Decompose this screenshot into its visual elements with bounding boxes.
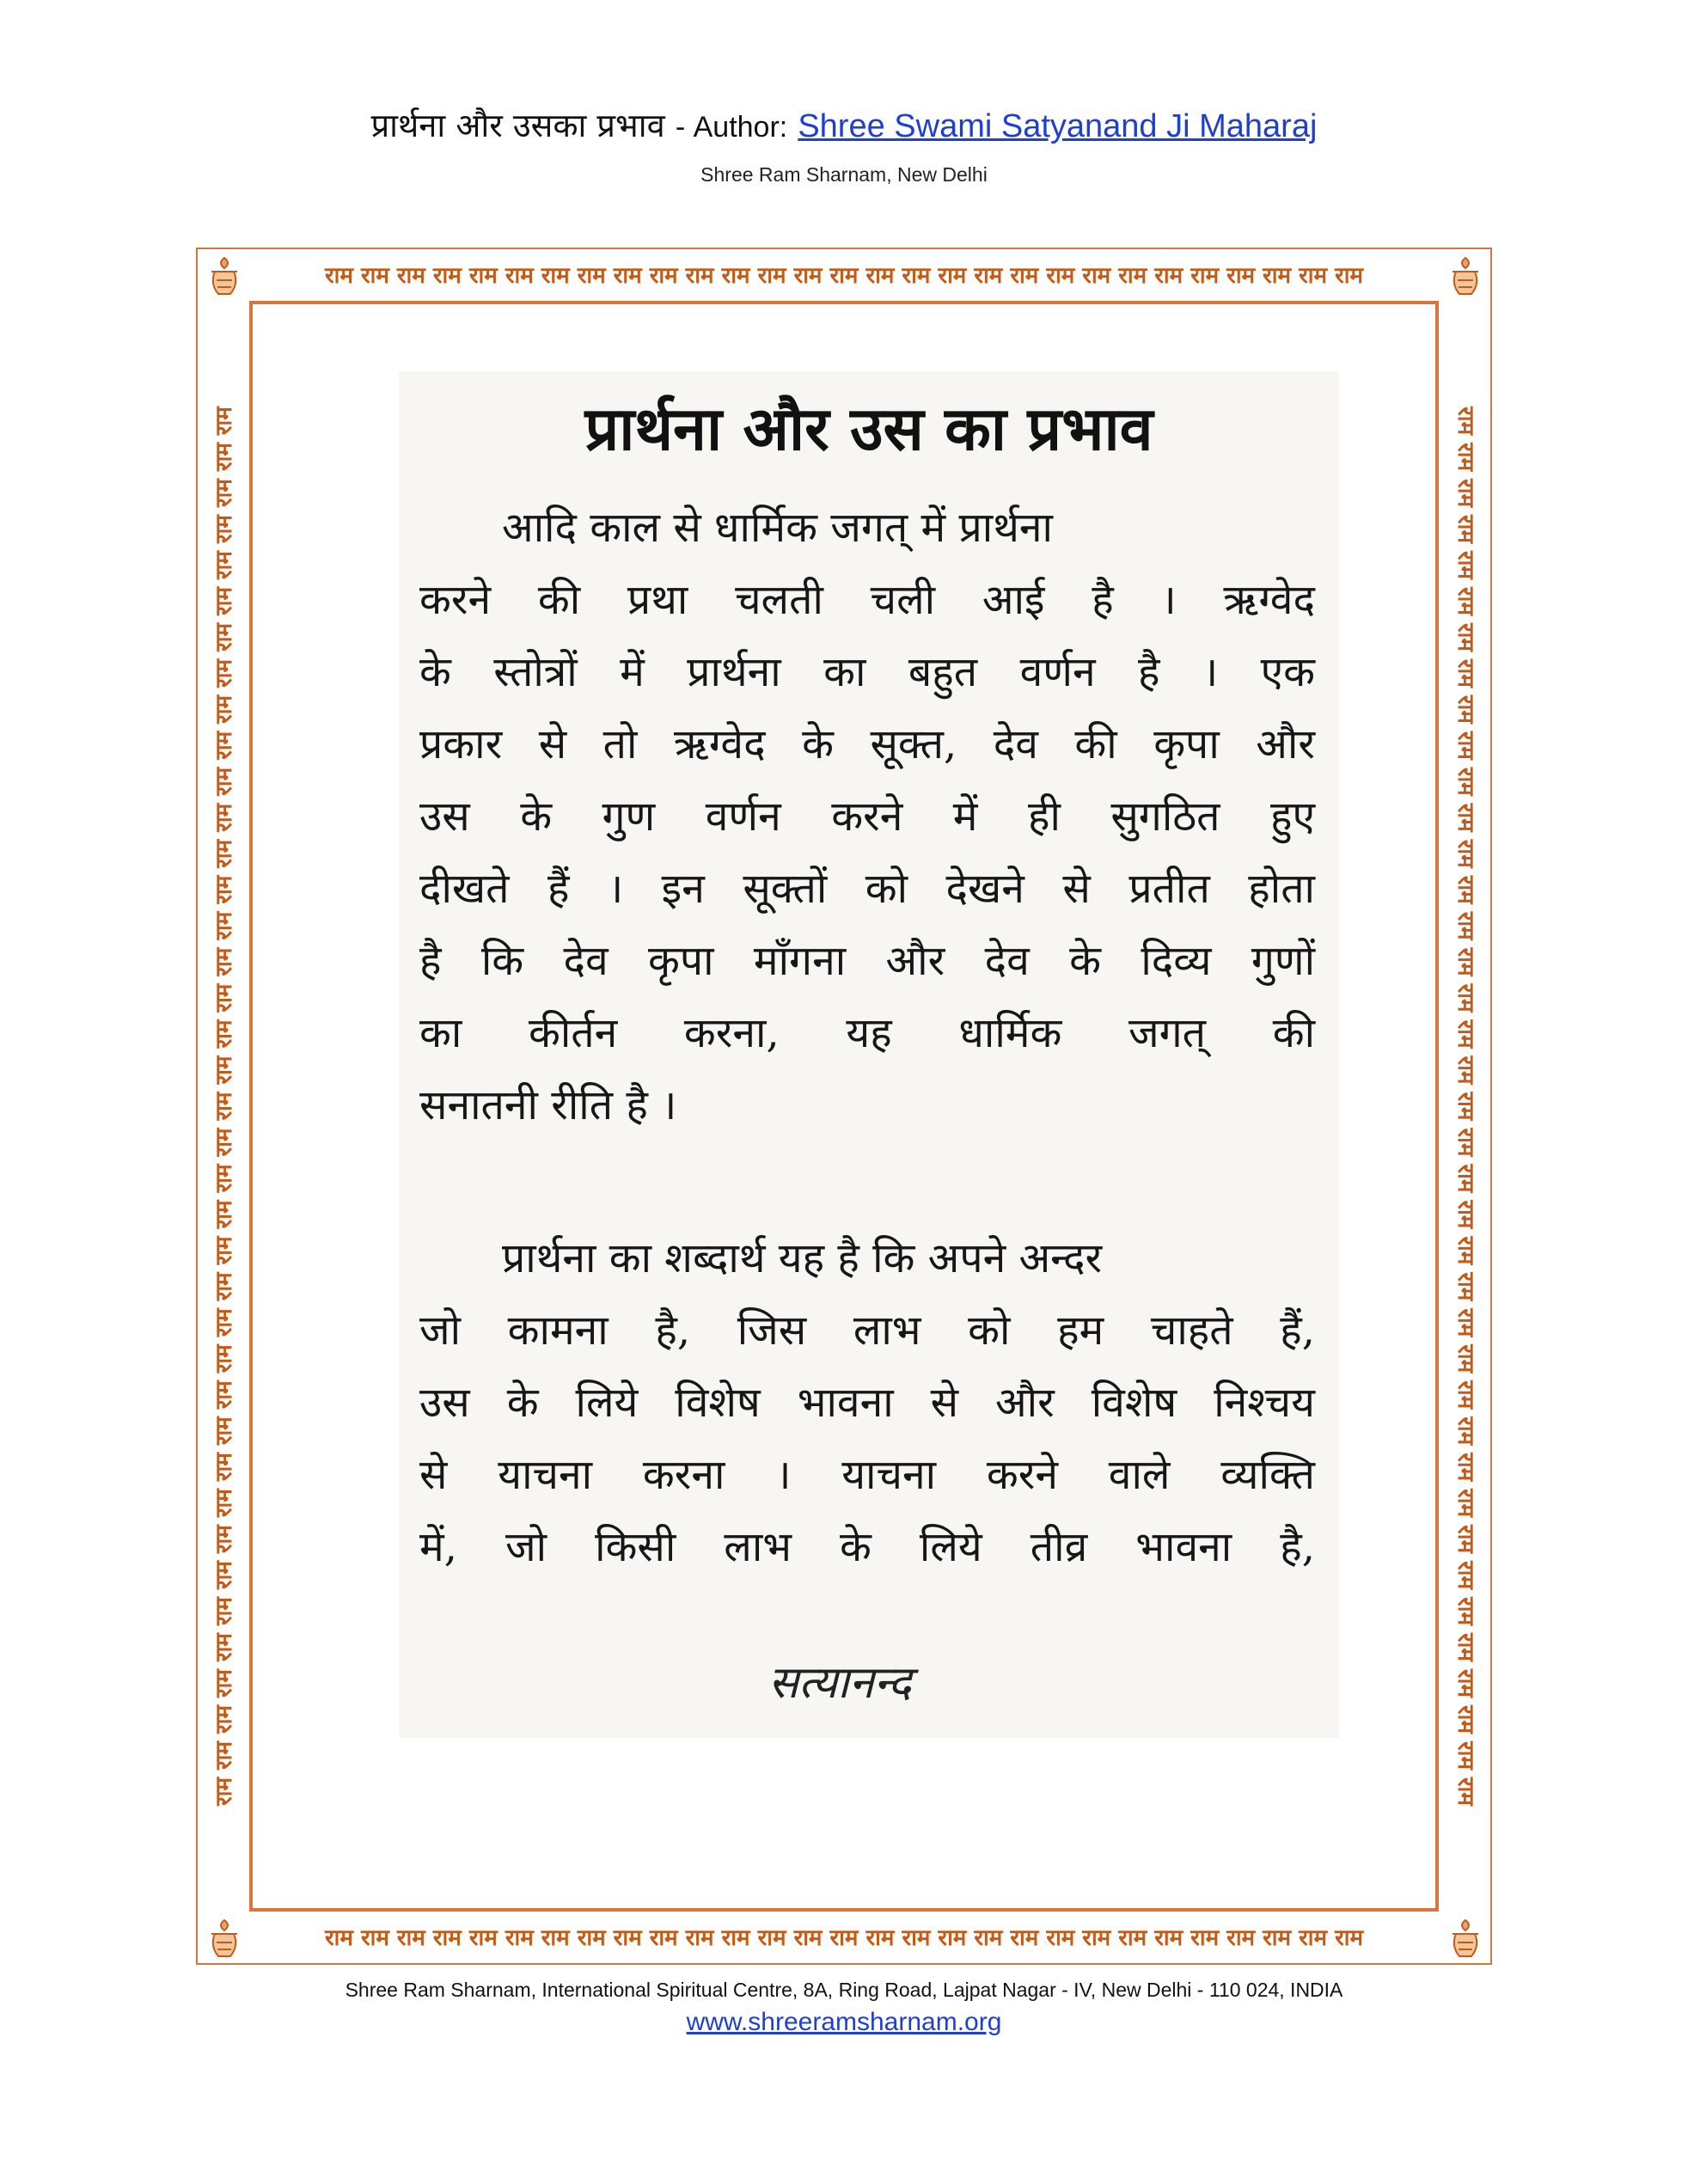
paragraph-1-line: के स्तोत्रों में प्रार्थना का बहुत वर्णन है । एक (419, 648, 1315, 696)
paragraph-2-line: प्रार्थना का शब्दार्थ यह है कि अपने अन्दर (502, 1234, 1103, 1282)
paragraph-2-line: जो कामना है, जिस लाभ को हम चाहते हैं, (419, 1306, 1315, 1355)
author-label: - Author: (675, 111, 788, 144)
page-header (0, 101, 1688, 187)
border-band-top: राम राम राम राम राम राम राम राम राम राम राम राम राम राम राम राम राम राम राम राम राम राम राम राम राम राम राम राम राम (324, 263, 1363, 289)
paragraph-1-line: का कीर्तन करना, यह धार्मिक जगत् की (419, 1009, 1315, 1057)
page-title: प्रार्थना और उसका प्रभाव (370, 107, 665, 144)
border-band-right-text: राम राम राम राम राम राम राम राम राम राम राम राम राम राम राम राम राम राम राम राम राम राम राम राम राम राम राम राम राम राम राम राम राम राम राम राम राम राम राम (1453, 407, 1478, 1806)
paragraph-2-line: उस के लिये विशेष भावना से और विशेष निश्चय (419, 1379, 1315, 1427)
paragraph-1-line: आदि काल से धार्मिक जगत् में प्रार्थना (502, 504, 1053, 552)
border-band-right (1440, 301, 1490, 1912)
scanned-page (399, 371, 1339, 1738)
border-band-bottom: राम राम राम राम राम राम राम राम राम राम राम राम राम राम राम राम राम राम राम राम राम राम राम राम राम राम राम राम राम (324, 1925, 1363, 1951)
page-footer (0, 1979, 1688, 2037)
footer-address: Shree Ram Sharnam, International Spiritual Centre, 8A, Ring Road, Lajpat Nagar - IV, New Delhi - 110 024, INDIA (345, 1979, 1343, 2001)
kalash-corner-icon (1440, 1913, 1490, 1963)
paragraph-2-line: में, जो किसी लाभ के लिये तीव्र भावना है, (419, 1523, 1315, 1571)
border-band-left (199, 301, 249, 1912)
website-link[interactable]: www.shreeramsharnam.org (686, 2008, 1002, 2036)
author-link[interactable]: Shree Swami Satyanand Ji Maharaj (798, 108, 1318, 144)
paragraph-1-line: करने की प्रथा चलती चली आई है । ऋग्वेद (419, 576, 1315, 624)
kalash-corner-icon (199, 1913, 249, 1963)
title-line (0, 101, 1688, 151)
border-band-left-text: राम राम राम राम राम राम राम राम राम राम राम राम राम राम राम राम राम राम राम राम राम राम राम राम राम राम राम राम राम राम राम राम राम राम राम राम राम राम राम (211, 407, 237, 1806)
kalash-corner-icon (1440, 251, 1490, 301)
paragraph-1-line: प्रकार से तो ऋग्वेद के सूक्त, देव की कृपा और (419, 720, 1315, 768)
kalash-corner-icon (199, 251, 249, 301)
paragraph-1-line: सनातनी रीति है । (419, 1081, 677, 1129)
signature: सत्यानन्द (768, 1657, 912, 1709)
paragraph-2-line: से याचना करना । याचना करने वाले व्यक्ति (419, 1451, 1315, 1499)
paragraph-1-line: है कि देव कृपा माँगना और देव के दिव्य गुणों (419, 937, 1315, 985)
paragraph-1-line: उस के गुण वर्णन करने में ही सुगठित हुए (419, 792, 1315, 841)
scan-title: प्रार्थना और उस का प्रभाव (584, 393, 1153, 464)
paragraph-1-line: दीखते हैं । इन सूक्तों को देखने से प्रतीत होता (419, 865, 1315, 913)
page-subtitle: Shree Ram Sharnam, New Delhi (700, 163, 988, 186)
